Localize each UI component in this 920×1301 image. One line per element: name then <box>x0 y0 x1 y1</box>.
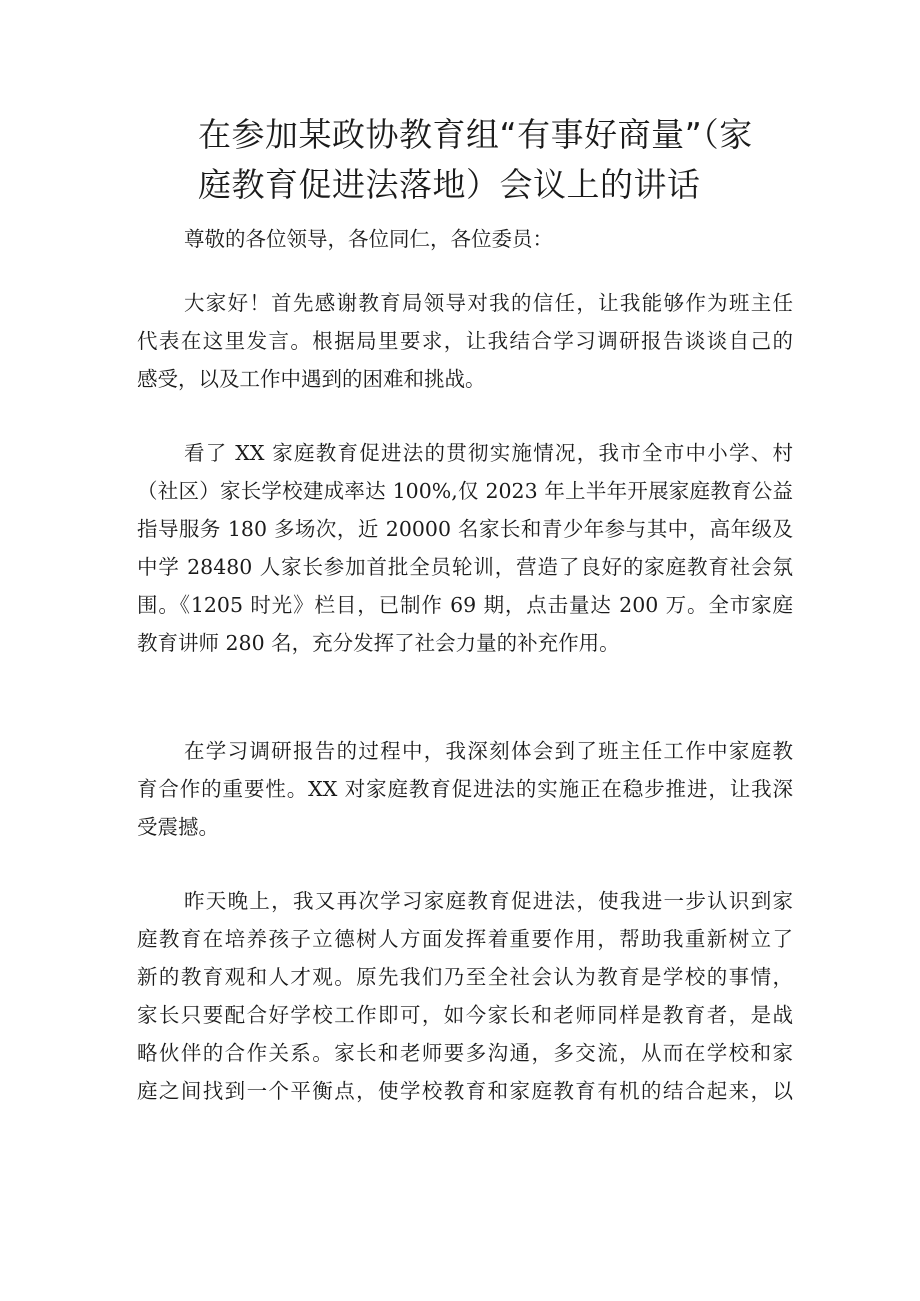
paragraph-2 <box>137 434 793 662</box>
paragraph-line: 看了 XX 家庭教育促进法的贯彻实施情况，我市全市中小学、村 <box>184 441 793 465</box>
paragraph-line: 中学 28480 人家长参加首批全员轮训，营造了良好的家庭教育社会氛 <box>137 555 793 579</box>
paragraph-line: 大家好！首先感谢教育局领导对我的信任，让我能够作为班主任 <box>184 291 793 315</box>
paragraph-line: 庭教育在培养孩子立德树人方面发挥着重要作用，帮助我重新树立了 <box>137 927 793 951</box>
paragraph-line: 围。《1205 时光》栏目，已制作 69 期，点击量达 200 万。全市家庭 <box>137 593 793 617</box>
paragraph-3 <box>137 732 793 846</box>
paragraph-line: 代表在这里发言。根据局里要求，让我结合学习调研报告谈谈自己的 <box>137 329 793 353</box>
paragraph-line: 指导服务 180 多场次，近 20000 名家长和青少年参与其中，高年级及 <box>137 517 793 541</box>
title-line-1: 在参加某政协教育组“有事好商量”（家 <box>198 115 753 154</box>
paragraph-line: 新的教育观和人才观。原先我们乃至全社会认为教育是学校的事情， <box>137 965 793 989</box>
greeting-paragraph <box>137 220 793 258</box>
paragraph-1 <box>137 284 793 398</box>
paragraph-line: （社区）家长学校建成率达 100%,仅 2023 年上半年开展家庭教育公益 <box>137 479 793 503</box>
paragraph-line: 昨天晚上，我又再次学习家庭教育促进法，使我进一步认识到家 <box>184 889 793 913</box>
paragraph-line: 在学习调研报告的过程中，我深刻体会到了班主任工作中家庭教 <box>184 739 793 763</box>
paragraph-line: 略伙伴的合作关系。家长和老师要多沟通，多交流，从而在学校和家 <box>137 1041 793 1065</box>
document-title <box>198 110 798 210</box>
paragraph-line: 家长只要配合好学校工作即可，如今家长和老师同样是教育者，是战 <box>137 1003 793 1027</box>
paragraph-line: 教育讲师 280 名，充分发挥了社会力量的补充作用。 <box>137 631 620 655</box>
paragraph-line: 感受，以及工作中遇到的困难和挑战。 <box>137 367 486 391</box>
paragraph-line: 育合作的重要性。XX 对家庭教育促进法的实施正在稳步推进，让我深 <box>137 777 793 801</box>
paragraph-4 <box>137 882 793 1110</box>
greeting-line: 尊敬的各位领导，各位同仁，各位委员： <box>184 227 553 251</box>
title-line-2: 庭教育促进法落地）会议上的讲话 <box>198 165 701 204</box>
paragraph-line: 庭之间找到一个平衡点，使学校教育和家庭教育有机的结合起来，以 <box>137 1079 793 1103</box>
paragraph-line: 受震撼。 <box>137 815 219 839</box>
